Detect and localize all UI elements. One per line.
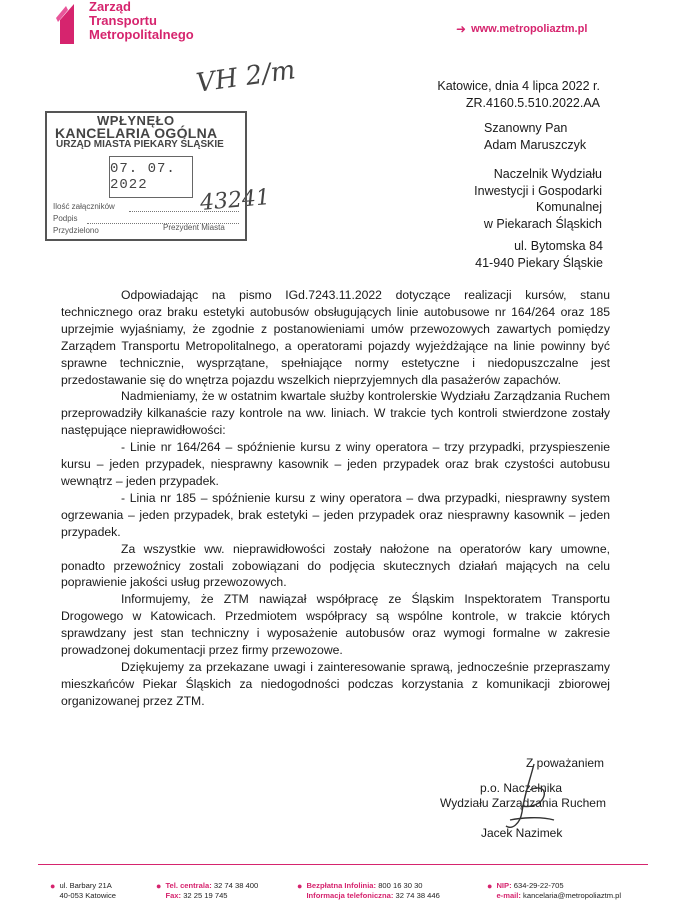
bullet-icon: ●: [487, 881, 493, 891]
bullet-icon: ●: [156, 881, 162, 891]
list-item: - Linie nr 164/264 – spóźnienie kursu z winy operatora – trzy przypadki, przyspieszenie kursu – jeden przypadek, niesprawny kasownik – jeden przypadek oraz brak czystości autobusu wewnątrz – jeden przypadek.: [61, 440, 610, 488]
info-phone-number: 32 74 38 446: [395, 891, 440, 900]
phone-label: Tel. centrala:: [165, 881, 212, 890]
footer-divider: [38, 864, 648, 865]
stamp-date: 07. 07. 2022: [109, 156, 193, 198]
signatory-name: Jacek Nazimek: [481, 826, 563, 840]
handwritten-number: 43241: [199, 184, 271, 217]
signatory-department: Wydziału Zarządzania Ruchem: [440, 796, 606, 810]
paragraph: Odpowiadając na pismo IGd.7243.11.2022 dotyczące realizacji kursów, stanu technicznego oraz braku estetyki autobusów obsługujących linie autobusowe nr 164/264 oraz 185 uprzejmie wyjaśniamy, że zgodnie z postanowieniami umów przewozowych zawartych pomiędzy Zarządem Transportu Metropolitalnego, a operatorami pojazdy wyjeżdżające na linie powinny być sprawne technicznie, wysprzątane, spełniające normy estetyczne i niedopuszczalne jest przedostawanie się do wnętrza pojazdu wszelkich nieprzyjemnych dla pasażerów zapachów.: [61, 288, 610, 387]
website-row: [456, 22, 587, 36]
website-link[interactable]: www.metropoliaztm.pl: [471, 23, 588, 35]
received-stamp: [45, 111, 247, 241]
paragraph: Dziękujemy za przekazane uwagi i zainteresowanie sprawą, jednocześnie przepraszamy mieszkańców Piekar Śląskich za niedogodności podczas korzystania z komunikacji zbiorowej organizowanej przez ZTM.: [61, 659, 610, 708]
brand-name: [89, 0, 194, 42]
salutation: Szanowny Pan: [484, 121, 568, 135]
place-date: Katowice, dnia 4 lipca 2022 r.: [437, 79, 600, 93]
paragraph: Nadmieniamy, że w ostatnim kwartale służby kontrolerskie Wydziału Zarządzania Ruchem przeprowadziły kilkanaście razy kontrole na ww. liniach. W trakcie tych kontroli stwierdzone zostały następujące nieprawidłowości:: [61, 389, 610, 438]
recipient-title-line: Komunalnej: [535, 200, 602, 214]
footer-infoline: [297, 881, 440, 901]
nip-label: NIP:: [496, 881, 512, 890]
info-phone-label: Informacja telefoniczna:: [306, 891, 394, 900]
infoline-label: Bezpłatna Infolinia:: [306, 881, 377, 890]
recipient-title-block: [474, 166, 602, 232]
brand-line: Metropolitalnego: [89, 27, 194, 42]
stamp-city-label: URZĄD MIASTA PIEKARY ŚLĄSKIE: [56, 139, 224, 150]
closing-regards: Z poważaniem: [526, 756, 605, 770]
email-address[interactable]: kancelaria@metropoliaztm.pl: [523, 891, 622, 900]
recipient-title-line: w Piekarach Śląskich: [483, 216, 602, 231]
stamp-received-label: WPŁYNĘŁO: [97, 113, 175, 128]
footer-city: 40-053 Katowice: [59, 891, 117, 900]
recipient-name: Adam Maruszczyk: [484, 137, 587, 152]
footer-address: [50, 881, 116, 901]
signature-scribble: [500, 760, 560, 840]
arrow-right-icon: ➜: [456, 22, 467, 36]
list-item: - Linia nr 185 – spóźnienie kursu z winy operatora – dwa przypadki, niesprawny system ogrzewania – jeden przypadek, brak estetyki – jeden przypadek oraz niesprawny kasownik – jeden przypadek.: [61, 490, 610, 539]
recipient-title-line: Naczelnik Wydziału: [493, 167, 602, 181]
recipient-address-block: [475, 238, 603, 271]
stamp-attachments-label: Ilość załączników: [53, 202, 115, 211]
handwritten-note: VH 2/m: [194, 55, 298, 99]
brand-line: Transportu: [89, 13, 157, 28]
bullet-icon: ●: [50, 881, 56, 891]
signatory-role: p.o. Naczelnika: [480, 781, 563, 795]
stamp-signature-label: Podpis: [53, 214, 78, 223]
letter-body: [61, 287, 610, 710]
dotted-line: [129, 211, 239, 212]
brand-line: Zarząd: [89, 0, 131, 14]
infoline-number: 800 16 30 30: [378, 881, 423, 890]
footer-phones: [156, 881, 258, 901]
phone-number: 32 74 38 400: [213, 881, 259, 890]
fax-label: Fax:: [165, 891, 182, 900]
stamp-president-label: Prezydent Miasta: [163, 223, 225, 232]
ztm-logo: [56, 0, 82, 44]
paragraph: Za wszystkie ww. nieprawidłowości zostały nałożone na operatorów kary umowne, ponadto przewoźnicy zostali zobowiązani do podjęcia skutecznych działań mających na celu poprawienie jakości usług przewozowych.: [61, 541, 610, 590]
email-label: e-mail:: [496, 891, 521, 900]
footer-nip-email: [487, 881, 621, 901]
reference-number: ZR.4160.5.510.2022.AA: [465, 95, 600, 110]
bullet-icon: ●: [297, 881, 303, 891]
recipient-city: 41-940 Piekary Śląskie: [475, 255, 603, 270]
fax-number: 32 25 19 745: [183, 891, 228, 900]
paragraph: Informujemy, że ZTM nawiązał współpracę ze Śląskim Inspektoratem Transportu Drogowego w Katowicach. Przedmiotem współpracy są wspólne kontrole, w trakcie których sprawdzany jest stan techniczny i wyposażenie autobusów oraz wymogi formalne w zakresie prowadzonej dokumentacji przez firmy przewozowe.: [61, 592, 610, 658]
recipient-salutation-block: [484, 120, 586, 153]
recipient-title-line: Inwestycji i Gospodarki: [474, 183, 602, 198]
date-reference-block: [437, 78, 600, 111]
stamp-office-label: KANCELARIA OGÓLNA: [55, 125, 218, 141]
recipient-street: ul. Bytomska 84: [514, 239, 603, 253]
footer-street: ul. Barbary 21A: [59, 881, 112, 890]
stamp-assigned-label: Przydzielono: [53, 226, 99, 235]
nip-number: 634-29-22-705: [513, 881, 564, 890]
